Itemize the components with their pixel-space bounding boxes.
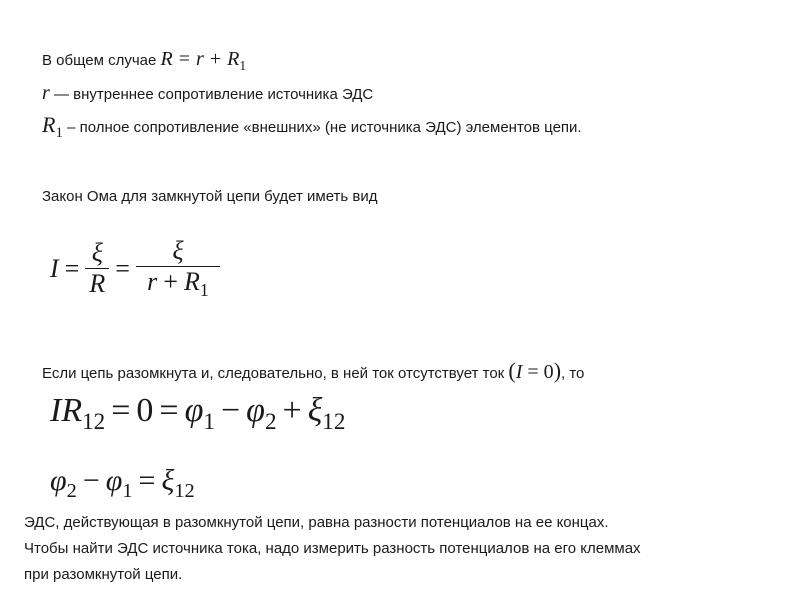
eq2-zero: 0 (136, 392, 154, 429)
eq2-plus: + (282, 392, 302, 429)
eq3-equals: = (138, 464, 156, 497)
eq2-xi: ξ (307, 392, 323, 429)
eq3-sub-1: 1 (122, 480, 133, 503)
eq2-sub-2: 2 (264, 409, 277, 436)
cond-close-paren: ) (553, 358, 562, 383)
eq1-I: I (50, 253, 59, 283)
eq3-sub-12: 12 (174, 480, 195, 503)
eq2-phi1: φ (184, 392, 204, 429)
open-circuit-equation (50, 392, 345, 436)
eq2-minus: − (220, 392, 241, 429)
formula-equals: = (178, 48, 191, 70)
eq1-R-denominator: R (89, 269, 106, 299)
open-circuit-line (42, 358, 584, 384)
internal-resistance-line (42, 82, 373, 105)
formula-R: R (160, 48, 173, 70)
ohm-law-intro: Закон Ома для замкнутой цепи будет иметь вид (42, 188, 378, 205)
external-resistance-text: – полное сопротивление «внешних» (не источника ЭДС) элементов цепи. (62, 119, 582, 136)
formula-subscript: 1 (239, 57, 247, 73)
eq2-equals: = (111, 392, 131, 429)
eq1-equals: = (64, 253, 80, 283)
open-circuit-text-end: , то (561, 365, 585, 382)
conclusion-line-1: ЭДС, действующая в разомкнутой цепи, равна разности потенциалов на ее концах. (24, 514, 609, 531)
cond-I: I (515, 361, 523, 383)
eq1-fraction-1 (85, 238, 109, 299)
internal-resistance-text: — внутреннее сопротивление источника ЭДС (49, 86, 374, 103)
conclusion-line-2: Чтобы найти ЭДС источника тока, надо измерить разность потенциалов на его клеммах (24, 540, 641, 557)
eq2-sub-12: 12 (82, 409, 106, 436)
conclusion-line-3: при разомкнутой цепи. (24, 566, 183, 583)
general-case-line (42, 48, 246, 74)
eq3-sub-2: 2 (66, 480, 77, 503)
formula-plus: + (209, 48, 222, 70)
eq1-xi-numerator: ξ (91, 238, 103, 268)
eq2-sub-1: 1 (203, 409, 215, 436)
symbol-R1: $R_1$ (42, 112, 63, 142)
external-resistance-line (42, 112, 582, 142)
eq2-I: I (50, 392, 62, 429)
general-case-text: В общем случае (42, 52, 161, 69)
open-circuit-text: Если цепь разомкнута и, следовательно, в ней ток отсутствует ток (42, 365, 509, 382)
ohm-law-equation (50, 236, 220, 301)
formula-R-total (160, 48, 247, 73)
eq3-xi: ξ (161, 464, 175, 497)
formula-r: r (196, 48, 204, 70)
eq3-phi2: φ (50, 464, 67, 497)
eq3-minus: − (82, 464, 100, 497)
eq3-phi1: φ (105, 464, 123, 497)
eq1-fraction-2 (136, 236, 220, 301)
symbol-r: r (42, 82, 50, 104)
eq2-sub-12b: 12 (322, 409, 346, 436)
potential-difference-equation (50, 464, 195, 503)
eq2-R: R (61, 392, 83, 429)
eq2-phi2: φ (246, 392, 265, 429)
eq2-equals-2: = (159, 392, 179, 429)
cond-open-paren: ( (508, 358, 516, 383)
eq1-equals-2: = (115, 253, 130, 283)
eq1-xi-numerator-2: ξ (172, 236, 184, 265)
cond-equals-zero: = 0 (522, 361, 554, 383)
eq1-denominator-2: $r + R_1$ (147, 267, 209, 301)
formula-R1: R (227, 48, 240, 70)
